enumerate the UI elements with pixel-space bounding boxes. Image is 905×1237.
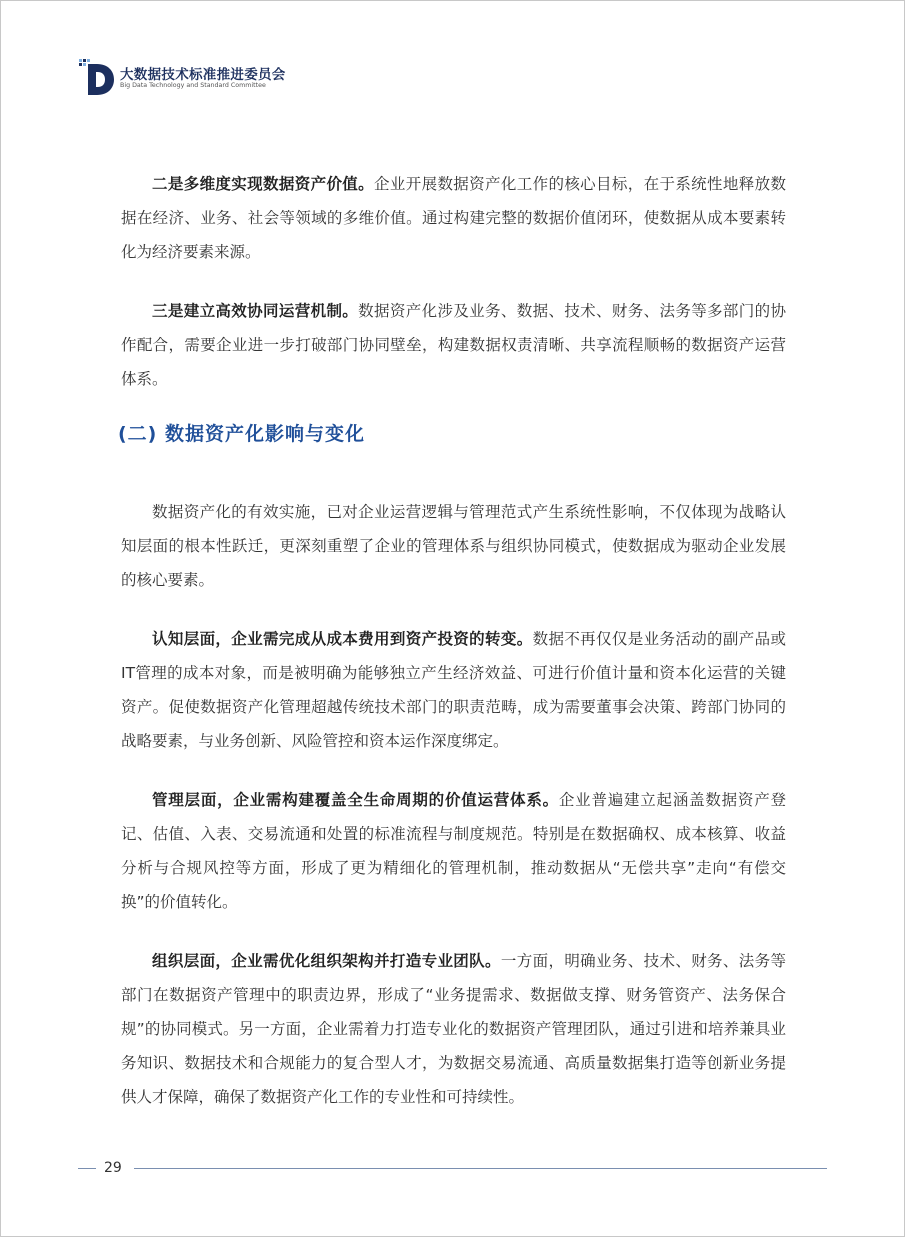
committee-logo-icon (79, 58, 115, 95)
paragraph-impact-intro (121, 495, 786, 597)
paragraph-value-dimensions (121, 167, 786, 269)
paragraph-lead: 二是多维度实现数据资产价值。 (152, 175, 375, 193)
paragraph-body: 企业开展数据资产化工作的核心目标，在于系统性地释放数据在经济、业务、社会等领域的多维价值。通过构建完整的数据价值闭环，使数据从成本要素转化为经济要素来源。 (121, 175, 786, 261)
paragraph-lead: 组织层面，企业需优化组织架构并打造专业团队。 (152, 952, 501, 970)
paragraph-body: 数据不再仅仅是业务活动的副产品或IT管理的成本对象，而是被明确为能够独立产生经济效益、可进行价值计量和资本化运营的关键资产。促使数据资产化管理超越传统技术部门的职责范畴，成为需要董事会决策、跨部门协同的战略要素，与业务创新、风险管控和资本运作深度绑定。 (121, 630, 786, 750)
paragraph-body: 一方面，明确业务、技术、财务、法务等部门在数据资产管理中的职责边界，形成了“业务提需求、数据做支撑、财务管资产、法务保合规”的协同模式。另一方面，企业需着力打造专业化的数据资产管理团队，通过引进和培养兼具业务知识、数据技术和合规能力的复合型人才，为数据交易流通、高质量数据集打造等创新业务提供人才保障，确保了数据资产化工作的专业性和可持续性。 (121, 952, 786, 1106)
committee-name-en: Big Data Technology and Standard Committee (120, 82, 266, 89)
main-content (118, 167, 786, 1114)
paragraph-management-level (121, 783, 786, 919)
page-number: 29 (104, 1160, 122, 1176)
paragraph-body: 数据资产化涉及业务、数据、技术、财务、法务等多部门的协作配合，需要企业进一步打破部门协同壁垒，构建数据权责清晰、共享流程顺畅的数据资产运营体系。 (121, 302, 786, 388)
paragraph-body: 企业普遍建立起涵盖数据资产登记、估值、入表、交易流通和处置的标准流程与制度规范。特别是在数据确权、成本核算、收益分析与合规风控等方面，形成了更为精细化的管理机制，推动数据从“无偿共享”走向“有偿交换”的价值转化。 (121, 791, 786, 911)
paragraph-lead: 管理层面，企业需构建覆盖全生命周期的价值运营体系。 (152, 791, 559, 809)
paragraph-lead: 认知层面，企业需完成从成本费用到资产投资的转变。 (152, 630, 533, 648)
paragraph-lead: 三是建立高效协同运营机制。 (152, 302, 359, 320)
footer-rule-right (134, 1168, 827, 1169)
paragraph-body: 数据资产化的有效实施，已对企业运营逻辑与管理范式产生系统性影响，不仅体现为战略认知层面的根本性跃迁，更深刻重塑了企业的管理体系与组织协同模式，使数据成为驱动企业发展的核心要素。 (121, 503, 786, 589)
section-heading: (二) 数据资产化影响与变化 (118, 423, 365, 445)
paragraph-organization-level (121, 944, 786, 1114)
footer-rule-left (78, 1168, 96, 1169)
paragraph-cognition-level (121, 622, 786, 758)
committee-name-cn: 大数据技术标准推进委员会 (120, 67, 286, 83)
paragraph-collaboration (121, 294, 786, 396)
